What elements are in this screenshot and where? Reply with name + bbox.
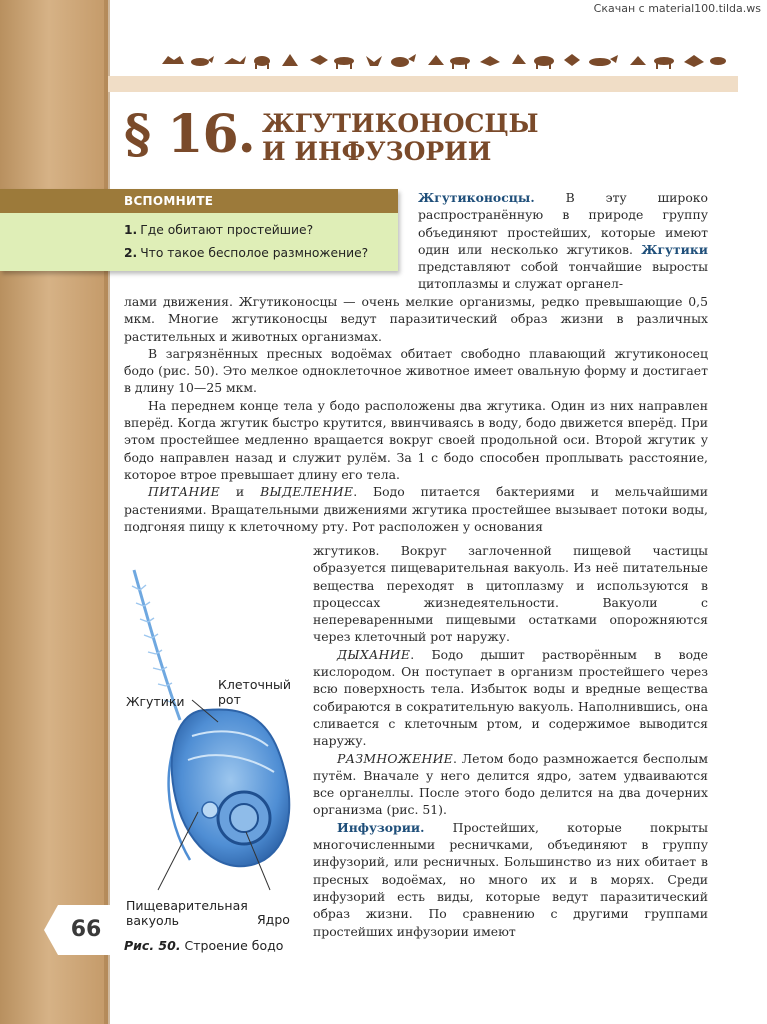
intro-paragraph: [418, 189, 708, 293]
section-title-line1: ЖГУТИКОНОСЦЫ: [262, 109, 539, 138]
term-flagella: Жгутики: [641, 241, 708, 257]
spine-edge: [104, 0, 110, 1024]
paragraph-text: . Бодо питается бактериями и мельчайшими растениями. Вращательными движениями жгутика простейшее вызывает потоки воды, подгоняя пищу к клеточному рту. Рот расположен у основания: [124, 484, 709, 534]
paragraph-text: В загрязнённых пресных водоёмах обитает свободно плавающий жгутиконосец бодо (рис. 50). Это мелкое одноклеточное животное имеет овальную форму и достигает в длину 10—25 мкм.: [124, 345, 708, 396]
title-decor-bar: [108, 76, 738, 92]
paragraph-text: представляют собой тончайшие выросты цитоплазмы и служат органел-: [418, 259, 708, 292]
body-text-right: [313, 542, 708, 940]
section-title: [262, 110, 539, 166]
recall-heading: ВСПОМНИТЕ: [0, 189, 398, 213]
label-nucleus: Ядро: [257, 912, 290, 927]
book-spine-strip: [0, 0, 108, 1024]
section-number: § 16.: [124, 104, 255, 165]
label-cell-mouth: [218, 677, 291, 707]
animal-silhouettes-decoration: [160, 50, 730, 70]
paragraph-text: На переднем конце тела у бодо расположены два жгутика. Один из них направлен вперёд. Когда жгутик быстро крутится, ввинчиваясь в воду, бодо движется вперёд. При этом простейшее медленно вращается вокруг своей продольной оси. Второй жгутик у бодо направлен назад и служит рулём. За 1 с бодо способен проплывать расстояние, которое втрое превышает длину его тела.: [124, 397, 708, 482]
question-number: 1.: [124, 223, 138, 237]
paragraph-text: . Бодо дышит растворённым в воде кислородом. Он поступает в организм простейшего через всю поверхность тела. Избыток воды и вредные вещества собираются в сократительную вакуоль. Наполнившись, она сливается с клеточным ртом, и содержимое выводится наружу.: [313, 646, 708, 749]
caption-text: Строение бодо: [180, 938, 284, 953]
paragraph-respiration: [313, 646, 708, 750]
subheading-respiration: ДЫХАНИЕ: [337, 646, 411, 662]
paragraph-infusoria: [313, 819, 708, 940]
subheading-nutrition: ПИТАНИЕ: [148, 484, 221, 500]
body-text-full: [124, 293, 708, 535]
label-cell-mouth-line1: Клеточный: [218, 677, 292, 692]
paragraph-text: В эту широко распространённую в природе группу объединяют простейших, которые имеют один или несколько жгутиков.: [418, 190, 708, 257]
connector-text: и: [220, 484, 261, 500]
label-vacuole-line1: Пищеварительная: [126, 898, 248, 913]
figure-caption: [124, 938, 283, 953]
label-flagella: Жгутики: [126, 694, 185, 709]
subheading-excretion: ВЫДЕЛЕНИЕ: [260, 484, 354, 500]
question-number: 2.: [124, 246, 138, 260]
paragraph-text: . Летом бодо размножается бесполым путём. Вначале у него делится ядро, затем удваиваются все органеллы. После этого бодо делится на два дочерних организма (рис. 51).: [313, 750, 708, 818]
bodo-illustration: [118, 560, 308, 930]
paragraph-text: Простейших, которые покрыты многочисленными ресничками, объединяют в группу инфузорий, или ресничных. Большинство из них обитает в пресных водоёмах, но много их и в морях. Среди инфузорий есть виды, которые ведут паразитический образ жизни. По сравнению с другими группами простейших инфузории имеют: [313, 819, 708, 939]
term-infusoria: Инфузории.: [337, 819, 425, 835]
caption-figure-number: Рис. 50.: [124, 938, 181, 953]
watermark-text: Скачан с material100.tilda.ws: [593, 2, 761, 15]
subheading-reproduction: РАЗМНОЖЕНИЕ: [337, 750, 454, 766]
page-number: 66: [70, 917, 102, 942]
label-digestive-vacuole: [126, 898, 248, 928]
paragraph-text: лами движения. Жгутиконосцы — очень мелкие организмы, редко превышающие 0,5 мкм. Многие жгутиконосцы ведут паразитический образ жизни в различных растительных и животных организмах.: [124, 294, 708, 344]
section-title-line2: И ИНФУЗОРИИ: [262, 137, 492, 166]
recall-question: [0, 242, 398, 265]
question-text: Что такое бесполое размножение?: [140, 246, 369, 260]
recall-box: [0, 189, 398, 271]
paragraph-reproduction: [313, 750, 708, 819]
paragraph-nutrition: [124, 483, 708, 535]
term-flagellates: Жгутиконосцы.: [418, 190, 535, 205]
paragraph-text: жгутиков. Вокруг заглоченной пищевой частицы образуется пищеварительная вакуоль. Из неё питательные вещества переходят в цитоплазму и используются в процессах жизнедеятельности. Вакуоли с непереваренными пищевыми остатками опорожняются через клеточный рот наружу.: [313, 543, 708, 645]
recall-question: [0, 219, 398, 242]
label-cell-mouth-line2: рот: [218, 692, 241, 707]
question-text: Где обитают простейшие?: [140, 223, 314, 237]
label-vacuole-line2: вакуоль: [126, 913, 179, 928]
